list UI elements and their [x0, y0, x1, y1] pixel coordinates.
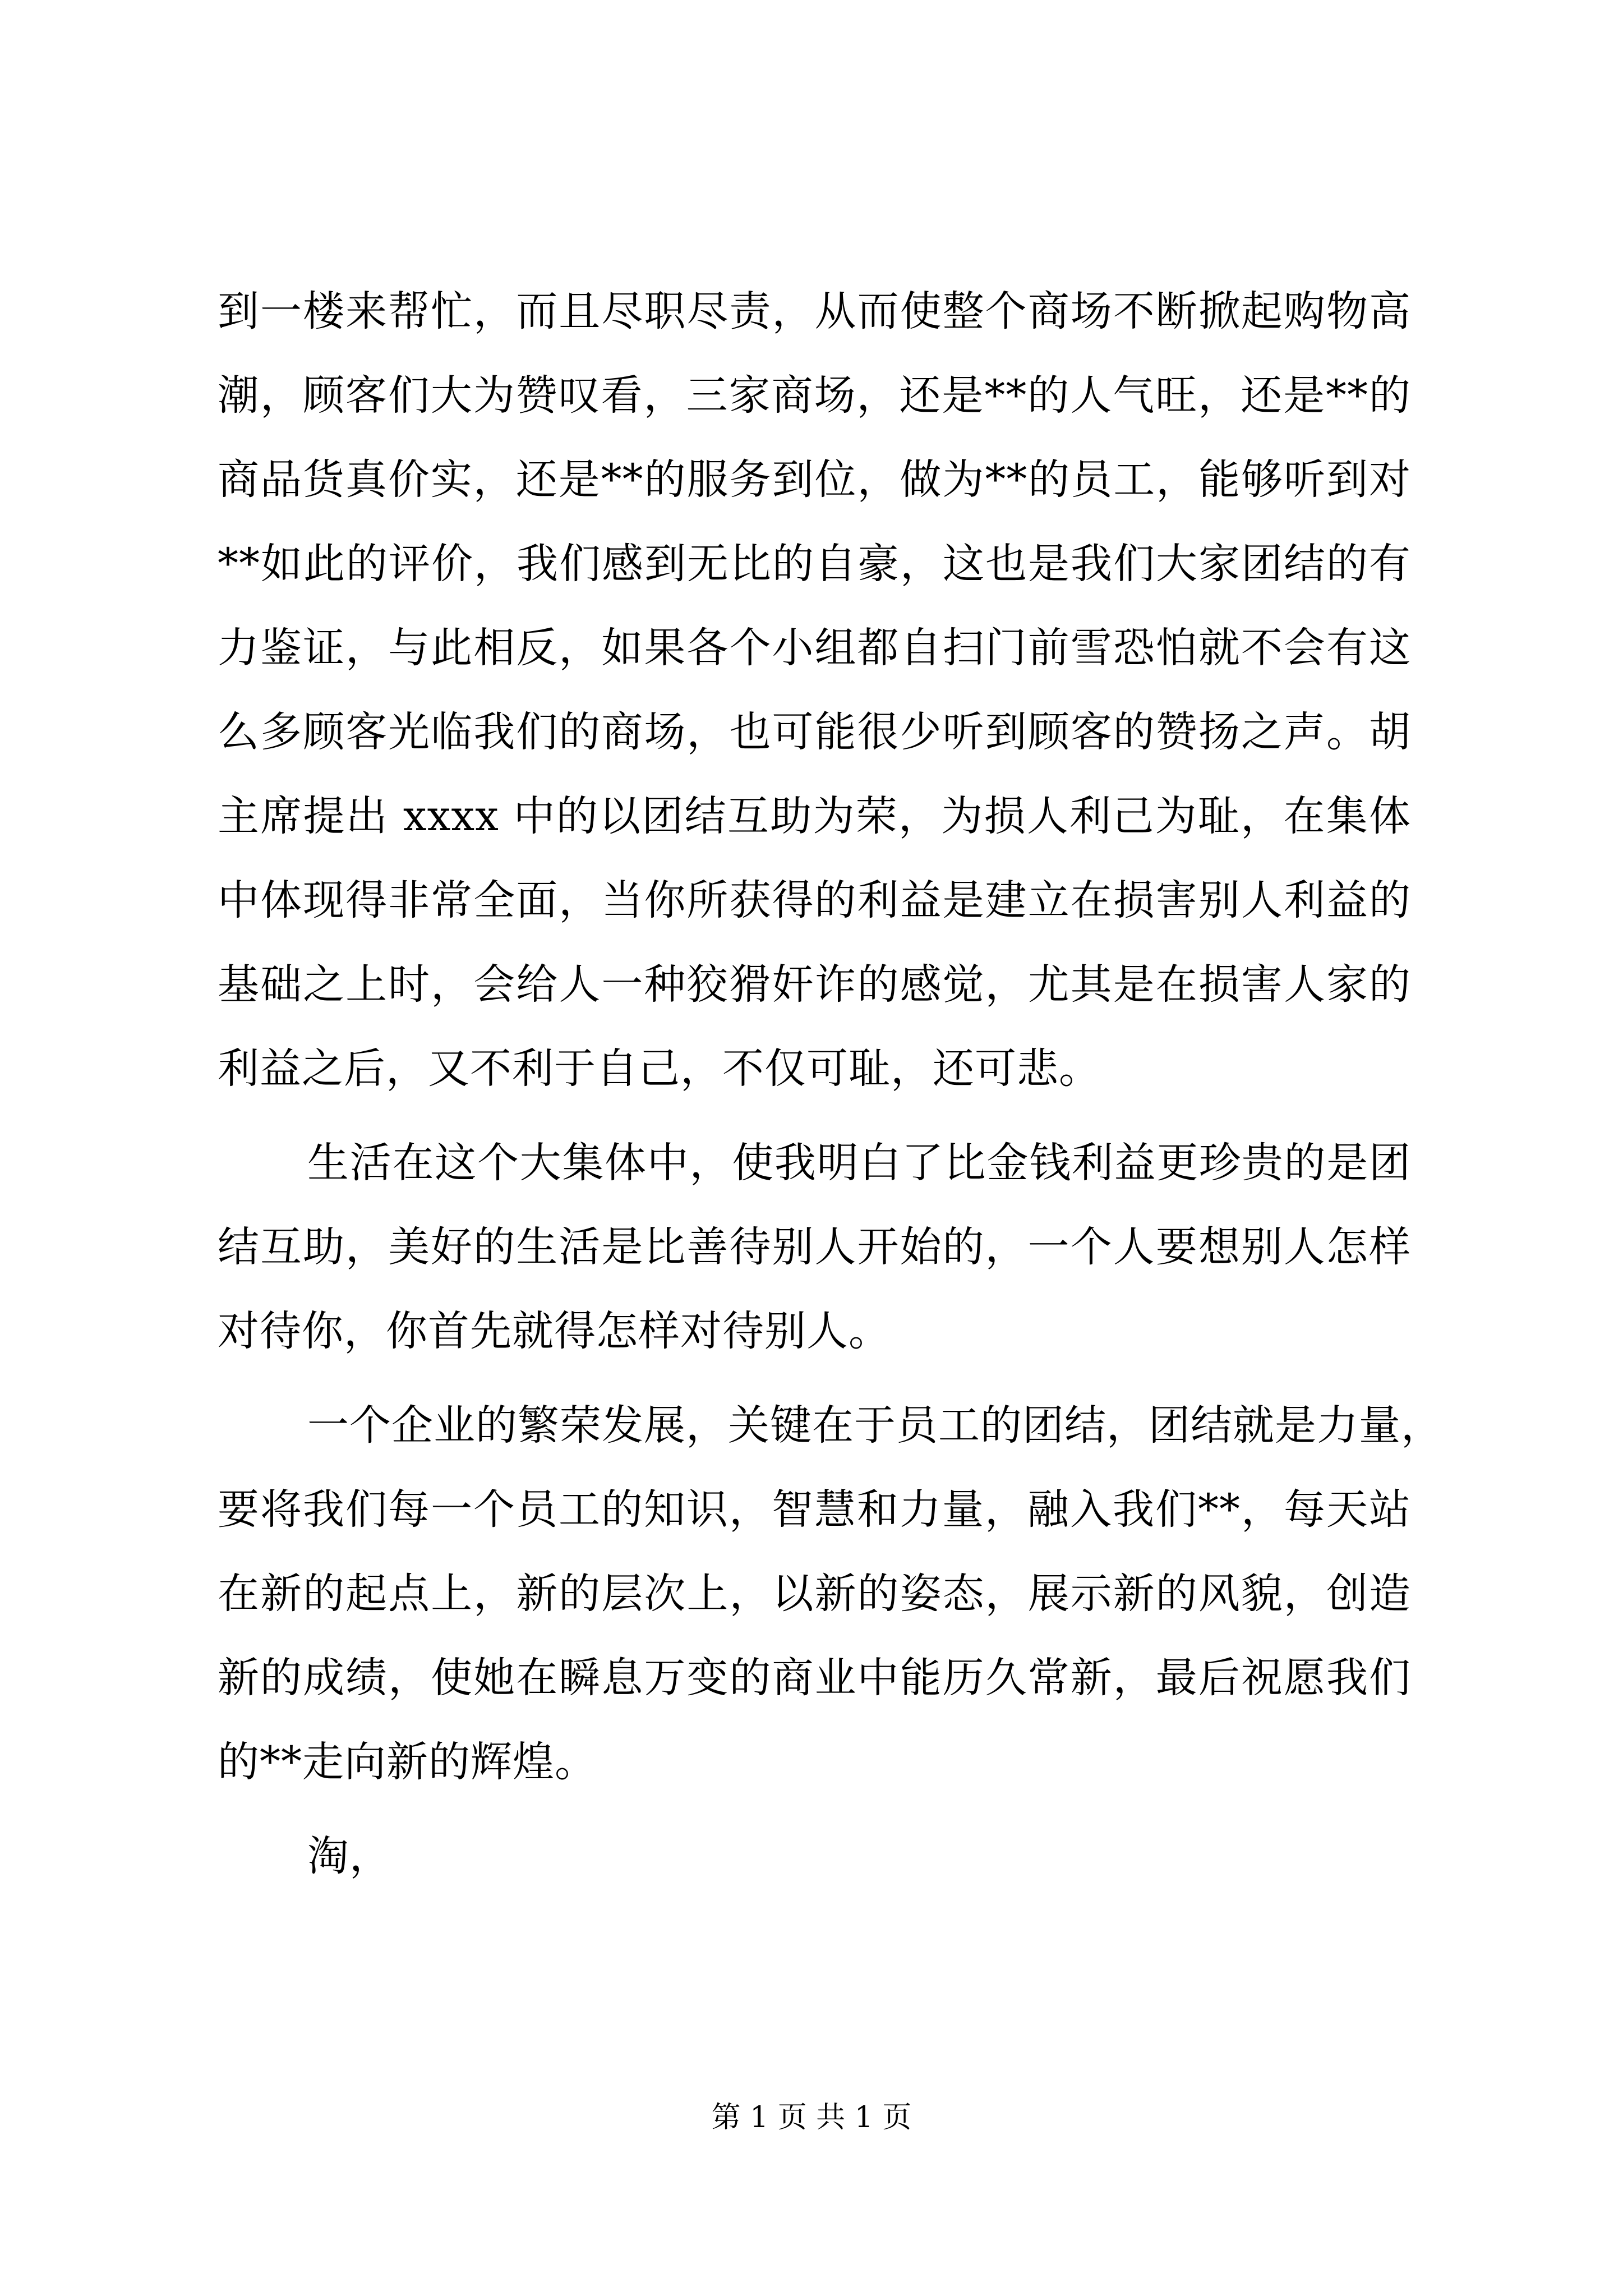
paragraph-1-line-7: 主席提出 xxxx 中的以团结互助为荣，为损人利己为耻，在集体: [218, 792, 1411, 840]
paragraph-1-line-2: 潮，顾客们大为赞叹看，三家商场，还是**的人气旺，还是**的: [218, 371, 1411, 420]
paragraph-2-line-1: 生活在这个大集体中，使我明白了比金钱利益更珍贵的是团: [307, 1139, 1411, 1187]
paragraph-3-line-2: 要将我们每一个员工的知识，智慧和力量，融入我们**，每天站: [218, 1485, 1411, 1534]
paragraph-1-line-3: 商品货真价实，还是**的服务到位，做为**的员工，能够听到对: [218, 455, 1411, 504]
paragraph-3-line-1: 一个企业的繁荣发展，关键在于员工的团结，团结就是力量，: [307, 1401, 1443, 1450]
paragraph-1-line-10: 利益之后，又不利于自己，不仅可耻，还可悲。: [218, 1045, 1101, 1093]
paragraph-1-line-8: 中体现得非常全面，当你所获得的利益是建立在损害别人利益的: [218, 876, 1411, 924]
paragraph-1-line-6: 么多顾客光临我们的商场，也可能很少听到顾客的赞扬之声。胡: [218, 708, 1411, 756]
paragraph-3-line-5: 的**走向新的辉煌。: [218, 1738, 597, 1786]
paragraph-1-line-9: 基础之上时，会给人一种狡猾奸诈的感觉，尤其是在损害人家的: [218, 960, 1411, 1009]
paragraph-3-line-3: 在新的起点上，新的层次上，以新的姿态，展示新的风貌，创造: [218, 1570, 1411, 1618]
document-body: [218, 269, 1443, 1898]
page-footer: 第 1 页 共 1 页: [711, 2101, 912, 2134]
paragraph-3-line-4: 新的成绩，使她在瞬息万变的商业中能历久常新，最后祝愿我们: [218, 1654, 1411, 1702]
paragraph-1-line-4: **如此的评价，我们感到无比的自豪，这也是我们大家团结的有: [218, 540, 1411, 588]
paragraph-2-line-2: 结互助，美好的生活是比善待别人开始的，一个人要想别人怎样: [218, 1223, 1411, 1271]
paragraph-1-line-5: 力鉴证，与此相反，如果各个小组都自扫门前雪恐怕就不会有这: [218, 624, 1411, 672]
paragraph-1-line-1: 到一楼来帮忙，而且尽职尽责，从而使整个商场不断掀起购物高: [218, 287, 1411, 335]
paragraph-2-line-3: 对待你，你首先就得怎样对待别人。: [218, 1307, 891, 1355]
paragraph-4-line-1: 淘，: [307, 1832, 391, 1880]
